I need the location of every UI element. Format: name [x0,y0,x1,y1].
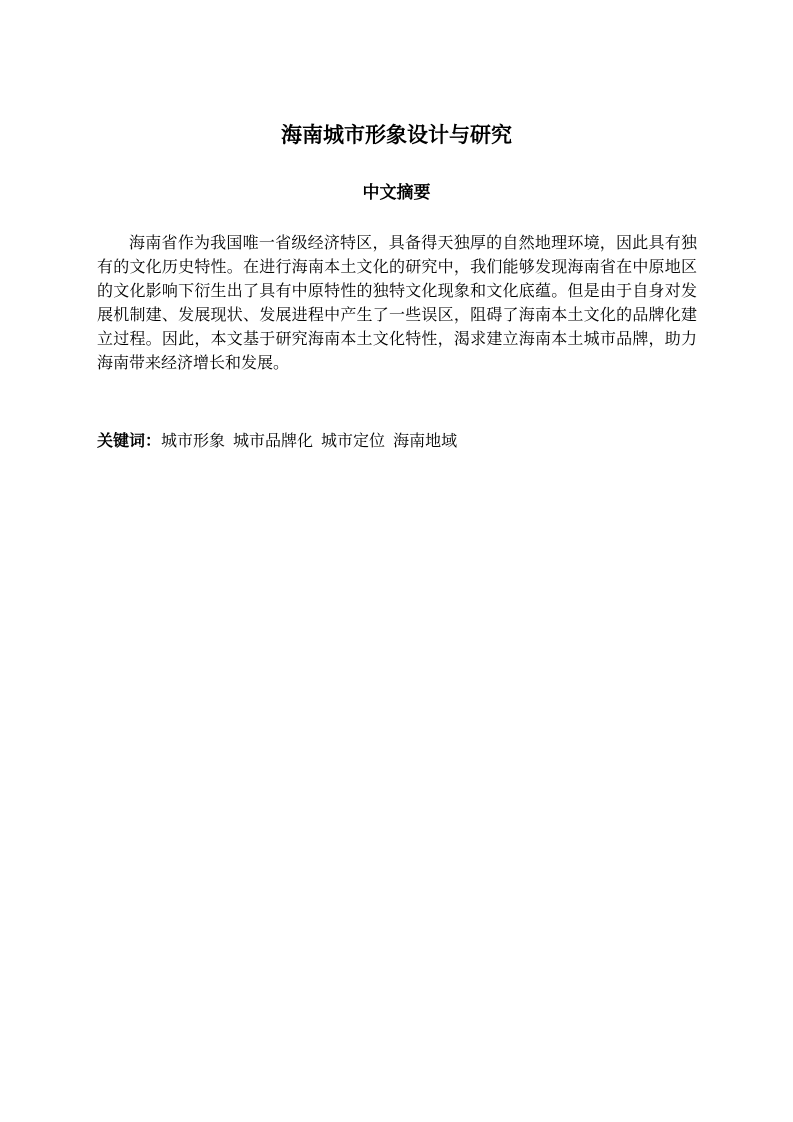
keyword-item: 城市形象 [161,431,226,450]
abstract-heading: 中文摘要 [362,183,431,203]
keyword-item: 海南地域 [393,431,458,450]
keywords-label: 关键词： [97,431,162,450]
document-title: 海南城市形象设计与研究 [281,123,512,147]
abstract-body: 海南省作为我国唯一省级经济特区，具备得天独厚的自然地理环境，因此具有独有的文化历史特性。在进行海南本土文化的研究中，我们能够发现海南省在中原地区的文化影响下衍生出了具有中原特性的独特文化现象和文化底蕴。但是由于自身对发展机制建、发展现状、发展进程中产生了一些误区，阻碍了海南本土文化的品牌化建立过程。因此，本文基于研究海南本土文化特性，渴求建立海南本土城市品牌，助力海南带来经济增长和发展。 [97,233,697,372]
keyword-item: 城市定位 [321,431,386,450]
keyword-item: 城市品牌化 [233,431,314,450]
keywords-line [97,429,697,453]
